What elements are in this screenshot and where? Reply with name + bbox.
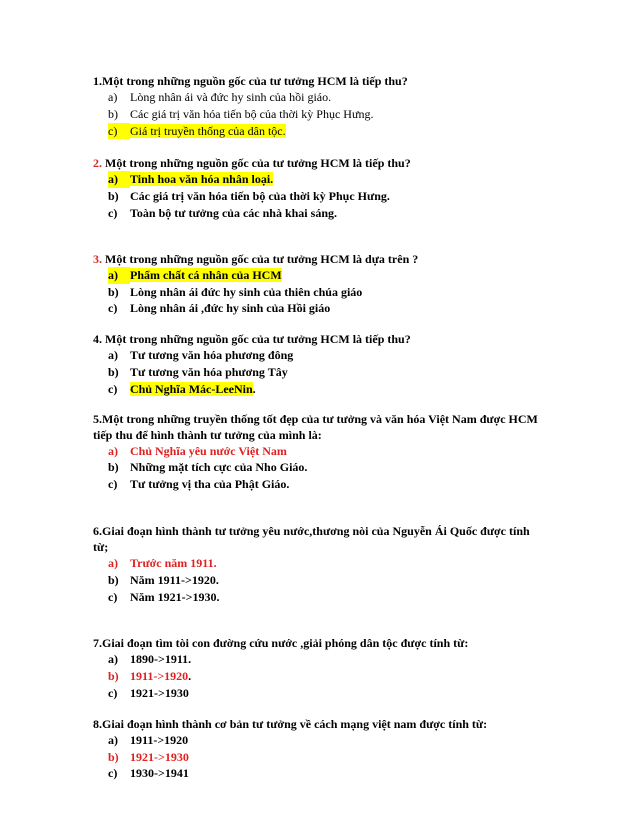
- question-number: 1.: [93, 74, 102, 88]
- option-letter: a): [108, 443, 118, 458]
- option-a: [93, 267, 553, 284]
- question-title: [93, 73, 553, 89]
- question-number: 8.: [93, 716, 102, 731]
- option-text: Những mặt tích cực của Nho Giáo.: [130, 460, 308, 475]
- option-b: [93, 459, 553, 476]
- option-letter: b): [108, 460, 119, 475]
- option-text: Năm 1911->1920.: [130, 572, 219, 587]
- option-letter: a): [108, 267, 130, 284]
- option-text: Tư tương văn hóa phương Tây: [130, 364, 288, 379]
- option-letter: c): [108, 766, 118, 781]
- option-letter: c): [108, 685, 118, 700]
- option-text: Lòng nhân ái đức hy sinh của thiên chúa giáo: [130, 284, 363, 299]
- question-5: [93, 411, 553, 493]
- question-text: Một trong những truyền thống tốt đẹp của tư tưởng và văn hóa Việt Nam được HCM tiếp thu để hình thành tư tưởng của mình là:: [93, 411, 538, 442]
- option-text-correct: Trước năm 1911.: [130, 555, 217, 570]
- option-a: [93, 651, 553, 668]
- option-b: [93, 106, 553, 123]
- question-title: [93, 635, 553, 651]
- option-letter: b): [108, 669, 119, 684]
- option-a: [93, 89, 553, 106]
- option-text: Lòng nhân ái ,đức hy sinh của Hồi giáo: [130, 301, 331, 316]
- question-8: [93, 716, 553, 782]
- option-a: [93, 732, 553, 749]
- option-c: [93, 381, 553, 398]
- question-3: [93, 251, 553, 317]
- question-text: Giai đoạn hình thành cơ bản tư tưởng về cách mạng việt nam được tính từ:: [102, 716, 488, 731]
- question-7: [93, 635, 553, 701]
- option-list: [93, 171, 553, 221]
- option-text: Tư tưởng vị tha của Phật Giáo.: [130, 477, 290, 492]
- question-number: 2.: [93, 156, 102, 171]
- question-1: [93, 73, 553, 139]
- option-b: [93, 572, 553, 589]
- option-list: [93, 347, 553, 397]
- option-letter: c): [108, 477, 118, 492]
- option-list: [93, 555, 553, 605]
- option-b: [93, 188, 553, 205]
- option-letter: b): [108, 106, 118, 121]
- option-letter: b): [108, 284, 119, 299]
- option-list: [93, 267, 553, 317]
- option-list: [93, 443, 553, 493]
- option-text-correct: 1921->1930: [130, 749, 189, 764]
- option-text-highlighted: Giá trị truyền thống của dân tộc.: [130, 123, 286, 138]
- question-title: [93, 523, 538, 555]
- question-number: 5.: [93, 411, 102, 426]
- option-c: [93, 589, 553, 606]
- option-c: [93, 205, 553, 222]
- option-letter: c): [108, 589, 118, 604]
- question-text: Một trong những nguồn gốc của tư tưởng HCM là tiếp thu?: [102, 156, 411, 171]
- question-title: [93, 716, 553, 732]
- option-a: [93, 171, 553, 188]
- question-text: Một trong những nguồn gốc của tư tưởng HCM là dựa trên ?: [102, 251, 419, 266]
- option-letter: c): [108, 205, 118, 220]
- question-2: [93, 155, 553, 221]
- option-letter: a): [108, 555, 118, 570]
- question-number: 7.: [93, 636, 102, 651]
- option-text: Tư tương văn hóa phương đông: [130, 348, 294, 363]
- option-text: Năm 1921->1930.: [130, 589, 220, 604]
- question-text: Giai đoạn tìm tòi con đường cứu nước ,giải phóng dân tộc được tính từ:: [102, 636, 469, 651]
- option-text: 1930->1941: [130, 766, 189, 781]
- option-text: Toàn bộ tư tưởng của các nhà khai sáng.: [130, 205, 337, 220]
- option-letter: c): [108, 301, 118, 316]
- question-4: [93, 331, 553, 397]
- option-list: [93, 732, 553, 782]
- option-list: [93, 89, 553, 139]
- question-title: [93, 411, 538, 443]
- option-a: [93, 347, 553, 364]
- option-c: [93, 765, 553, 782]
- option-text: 1921->1930: [130, 685, 189, 700]
- question-title: [93, 155, 553, 171]
- option-b: [93, 668, 553, 685]
- option-letter: b): [108, 189, 119, 204]
- option-list: [93, 651, 553, 701]
- option-text-correct: Chủ Nghĩa yêu nước Việt Nam: [130, 443, 287, 458]
- option-c: [93, 476, 553, 493]
- question-text: Một trong những nguồn gốc của tư tưởng HCM là tiếp thu?: [102, 332, 411, 347]
- option-text-highlighted: Tinh hoa văn hóa nhân loại.: [130, 172, 274, 187]
- question-number: 3.: [93, 251, 102, 266]
- question-number: 4.: [93, 332, 102, 347]
- option-letter: c): [108, 381, 118, 396]
- question-text: Giai đoạn hình thành tư tưởng yêu nước,thương nòi của Nguyễn Ái Quốc được tính từ;: [93, 523, 530, 554]
- option-letter: a): [108, 652, 118, 667]
- option-b: [93, 364, 553, 381]
- question-text: Một trong những nguồn gốc của tư tưởng HCM là tiếp thu?: [102, 74, 408, 88]
- option-text: Lòng nhân ái và đức hy sinh của hồi giáo.: [130, 90, 332, 104]
- option-letter: b): [108, 364, 119, 379]
- document-page: [93, 73, 553, 782]
- question-number: 6.: [93, 523, 102, 538]
- option-suffix: .: [252, 381, 256, 396]
- option-letter: a): [108, 348, 118, 363]
- option-letter: b): [108, 572, 119, 587]
- option-c: [93, 123, 553, 140]
- option-text: Các giá trị văn hóa tiến bộ của thời kỳ Phục Hưng.: [130, 189, 390, 204]
- question-title: [93, 331, 553, 347]
- option-letter: a): [108, 732, 118, 747]
- option-b: [93, 284, 553, 301]
- option-text-highlighted: Chủ Nghĩa Mác-LeeNin: [130, 381, 253, 396]
- option-letter: c): [108, 123, 130, 140]
- option-a: [93, 443, 553, 460]
- option-letter: b): [108, 749, 119, 764]
- option-b: [93, 749, 553, 766]
- question-6: [93, 523, 553, 605]
- option-text: 1911->1920: [130, 732, 189, 747]
- option-letter: a): [108, 90, 118, 104]
- option-text: 1890->1911.: [130, 652, 192, 667]
- question-title: [93, 251, 553, 267]
- option-suffix: .: [188, 669, 192, 684]
- option-c: [93, 685, 553, 702]
- option-letter: a): [108, 171, 130, 188]
- option-c: [93, 300, 553, 317]
- option-text-correct: 1911->1920: [130, 669, 189, 684]
- option-text: Các giá trị văn hóa tiến bộ của thời kỳ Phục Hưng.: [130, 106, 374, 121]
- option-text-highlighted: Phẩm chất cá nhân của HCM: [130, 267, 282, 282]
- option-a: [93, 555, 553, 572]
